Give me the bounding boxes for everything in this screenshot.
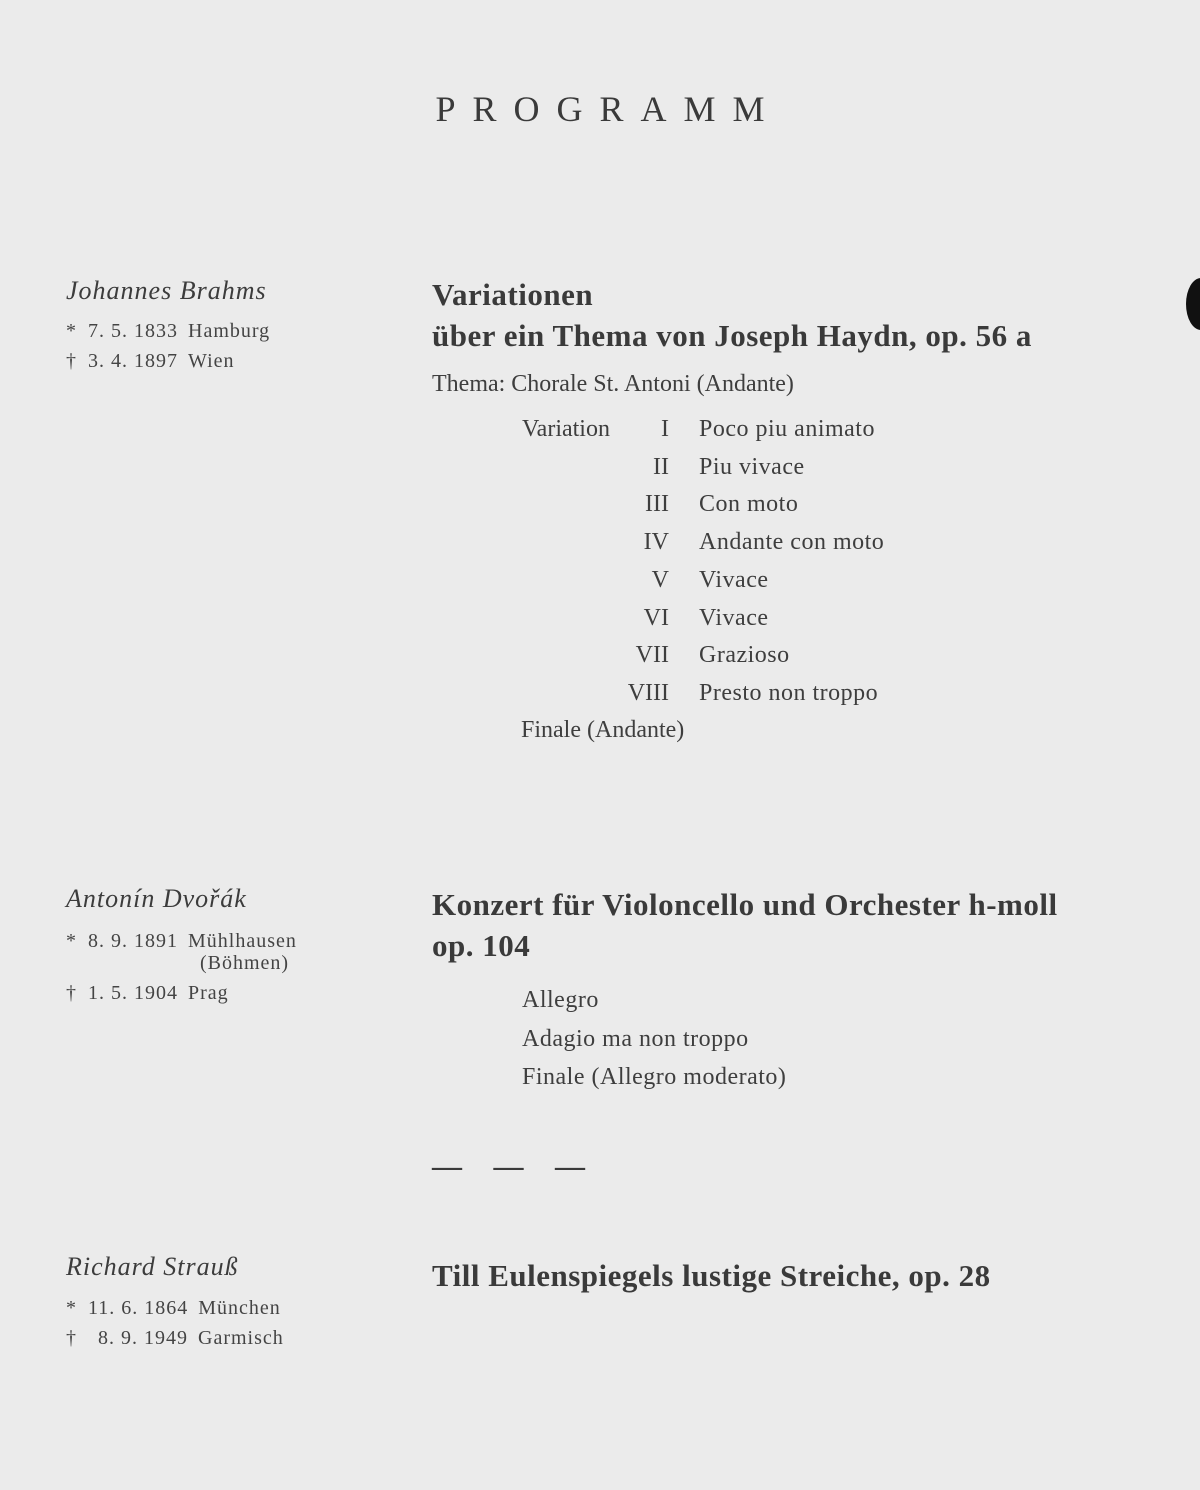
death-symbol: † xyxy=(66,982,77,1004)
birth-row xyxy=(66,316,270,346)
death-place: Prag xyxy=(188,982,229,1004)
finale-line: Finale (Andante) xyxy=(521,717,685,743)
composer-life-dates xyxy=(66,926,297,1008)
death-place: Garmisch xyxy=(198,1327,284,1349)
death-row xyxy=(66,978,297,1008)
work-title-line: op. 104 xyxy=(432,928,531,963)
work-title-line: über ein Thema von Joseph Haydn, op. 56 a xyxy=(432,318,1032,353)
birth-symbol: * xyxy=(66,320,77,342)
variation-tempo: Con moto xyxy=(699,491,799,518)
birth-place: München xyxy=(198,1297,281,1319)
birth-row xyxy=(66,1293,284,1323)
birth-place: Mühlhausen xyxy=(188,930,297,952)
composer-name: Johannes Brahms xyxy=(66,276,267,305)
variation-number: II xyxy=(653,453,669,480)
work-title xyxy=(432,884,1058,966)
death-date: 1. 5. 1904 xyxy=(88,982,178,1004)
birth-date: 8. 9. 1891 xyxy=(88,930,178,952)
death-row xyxy=(66,1323,284,1353)
movement-item: Adagio ma non troppo xyxy=(522,1025,749,1052)
movement-item: Allegro xyxy=(522,987,599,1013)
composer-name: Richard Strauß xyxy=(66,1252,239,1281)
work-title-line: Variationen xyxy=(432,277,594,312)
variation-number: VIII xyxy=(627,679,669,706)
variation-number: VI xyxy=(643,604,669,631)
death-place: Wien xyxy=(188,350,235,372)
death-date: 3. 4. 1897 xyxy=(88,350,178,372)
composer-name: Antonín Dvořák xyxy=(66,884,247,913)
birth-date: 11. 6. 1864 xyxy=(88,1297,189,1319)
movement-item: Finale (Allegro moderato) xyxy=(522,1064,787,1090)
variation-number: III xyxy=(645,491,669,518)
variation-number: I xyxy=(661,416,669,442)
page-title: PROGRAMM xyxy=(435,89,782,129)
movement-list xyxy=(522,981,786,1097)
variation-number: VII xyxy=(635,642,669,669)
death-symbol: † xyxy=(66,350,77,372)
variation-tempo: Vivace xyxy=(699,566,769,593)
theme-line: Thema: Chorale St. Antoni (Andante) xyxy=(432,371,794,397)
work-title: Till Eulenspiegels lustige Streiche, op. 28 xyxy=(432,1258,991,1293)
death-row xyxy=(66,346,270,376)
variation-number: V xyxy=(651,566,669,593)
variation-tempo: Piu vivace xyxy=(699,453,805,480)
variation-tempo: Presto non troppo xyxy=(699,679,879,706)
birth-symbol: * xyxy=(66,930,77,952)
variation-tempo: Grazioso xyxy=(699,642,790,669)
birth-date: 7. 5. 1833 xyxy=(88,320,178,342)
composer-life-dates xyxy=(66,1293,284,1353)
variation-number: IV xyxy=(643,529,669,556)
birth-place: Hamburg xyxy=(188,320,271,342)
composer-life-dates xyxy=(66,316,270,376)
work-title-line: Konzert für Violoncello und Orchester h-moll xyxy=(432,887,1058,922)
variation-tempo: Vivace xyxy=(699,604,769,631)
interval-dashes: — — — xyxy=(432,1150,597,1183)
variation-tempo: Poco piu animato xyxy=(699,416,875,442)
death-symbol: † xyxy=(66,1327,77,1349)
death-date: 8. 9. 1949 xyxy=(98,1327,188,1349)
work-title xyxy=(432,274,1032,356)
binding-hole-mark xyxy=(1186,278,1200,330)
birth-symbol: * xyxy=(66,1297,77,1319)
variation-label: Variation xyxy=(522,416,610,442)
variation-tempo: Andante con moto xyxy=(699,529,885,556)
birth-region: (Böhmen) xyxy=(200,952,290,974)
